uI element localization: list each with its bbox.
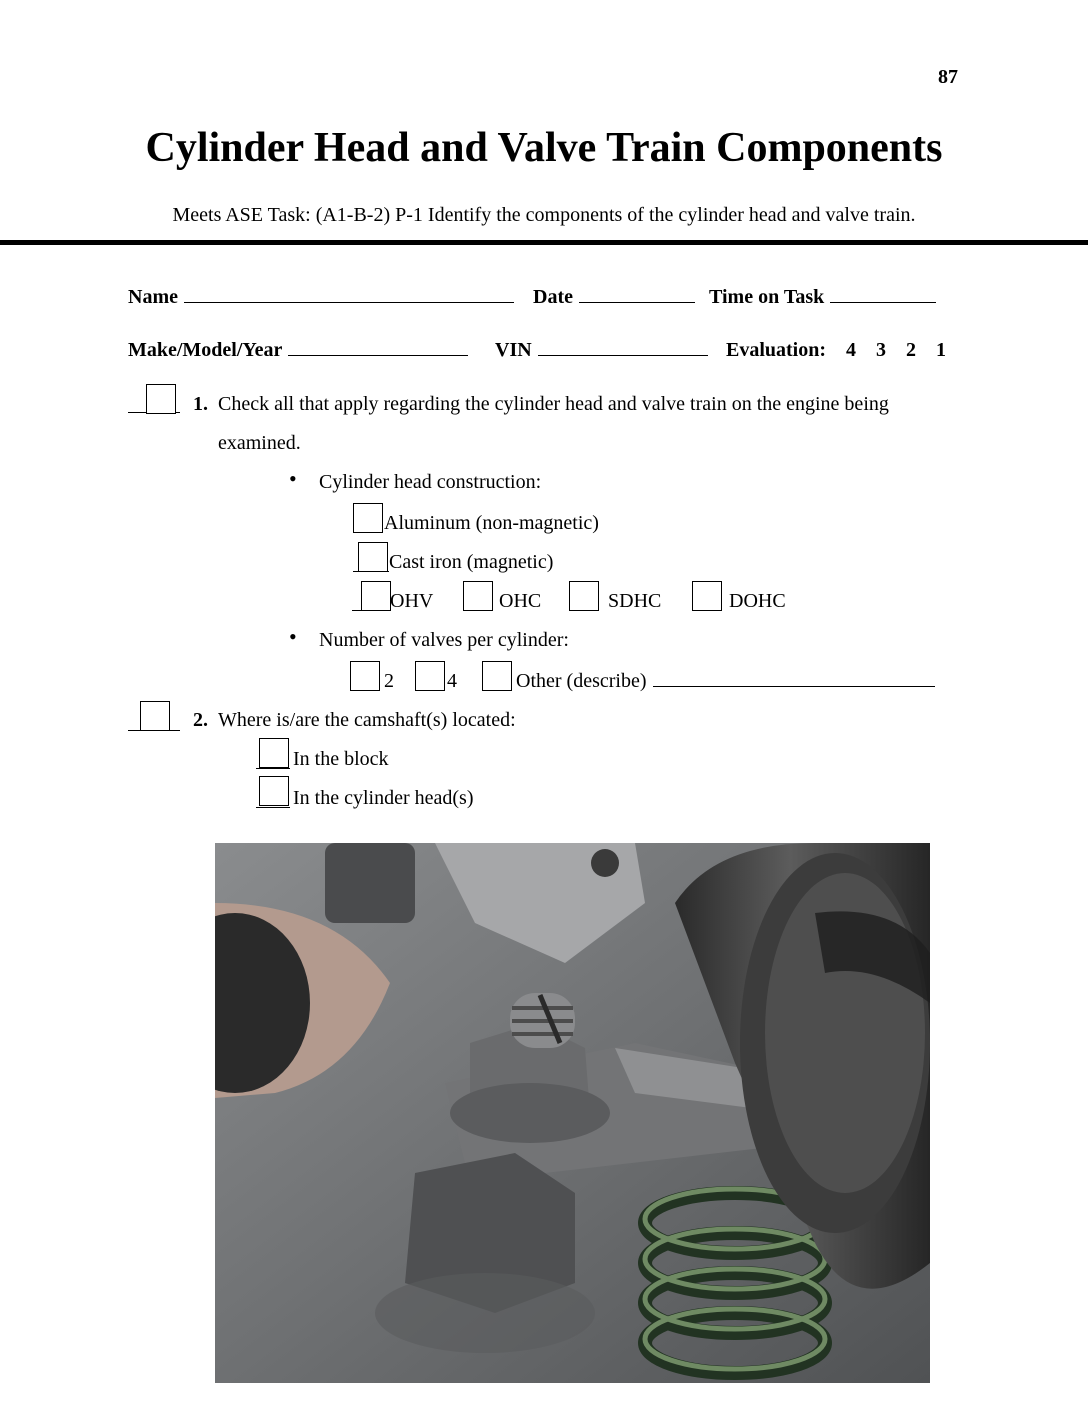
aluminum-checkbox[interactable] [353,503,383,533]
q2-checkbox[interactable] [140,701,170,731]
q2-number: 2. [193,709,208,731]
time-on-task-label: Time on Task [709,286,825,308]
evaluation-label: Evaluation: [726,339,827,361]
dohc-checkbox[interactable] [692,581,722,611]
evaluation-score-4[interactable]: 4 [846,339,857,361]
in-head-label: In the cylinder head(s) [293,787,474,809]
date-field[interactable] [533,286,695,309]
cast-iron-label: Cast iron (magnetic) [389,551,554,573]
valves-2-checkbox[interactable] [350,661,380,691]
q1-text-line2: examined. [218,432,301,454]
valves-per-cylinder-label: Number of valves per cylinder: [319,629,569,651]
header-divider [0,240,1088,245]
valves-other-checkbox[interactable] [482,661,512,691]
in-block-check-line [256,768,290,769]
in-block-label: In the block [293,748,389,770]
q1-checkbox[interactable] [146,384,176,414]
valves-4-checkbox[interactable] [415,661,445,691]
valves-2-label: 2 [384,670,394,692]
cast-iron-checkbox[interactable] [358,542,388,572]
name-label: Name [128,286,178,308]
q1-number: 1. [193,393,208,415]
make-model-year-label: Make/Model/Year [128,339,283,361]
page-number: 87 [938,66,958,88]
date-label: Date [533,286,573,308]
make-model-year-blank[interactable] [288,339,468,356]
ase-task-subtitle: Meets ASE Task: (A1-B-2) P-1 Identify the components of the cylinder head and valve train. [172,204,916,226]
valves-other-label: Other (describe) [516,670,647,692]
ohv-label: OHV [390,590,434,612]
ohc-checkbox[interactable] [463,581,493,611]
valve-train-photo [215,843,930,1383]
evaluation-score-1[interactable]: 1 [936,339,947,361]
name-blank[interactable] [184,286,514,303]
valves-other-field[interactable] [516,670,935,693]
evaluation [726,339,946,362]
q2-text: Where is/are the camshaft(s) located: [218,709,516,731]
time-on-task-blank[interactable] [830,286,936,303]
dohc-label: DOHC [729,590,786,612]
date-blank[interactable] [579,286,695,303]
in-head-check-line [256,807,290,808]
in-block-checkbox[interactable] [259,738,289,768]
make-model-year-field[interactable] [128,339,468,362]
aluminum-label: Aluminum (non-magnetic) [384,512,599,534]
time-on-task-field[interactable] [709,286,936,309]
ohv-checkbox[interactable] [361,581,391,611]
evaluation-score-2[interactable]: 2 [906,339,917,361]
bullet-head-construction: • [289,466,297,491]
vin-blank[interactable] [538,339,708,356]
sdhc-checkbox[interactable] [569,581,599,611]
valves-4-label: 4 [447,670,457,692]
evaluation-score-3[interactable]: 3 [876,339,887,361]
page-title: Cylinder Head and Valve Train Components [145,125,943,171]
q1-text-line1: Check all that apply regarding the cylinder head and valve train on the engine being [218,393,889,415]
bullet-valves-per-cylinder: • [289,624,297,649]
ohc-label: OHC [499,590,542,612]
in-head-checkbox[interactable] [259,776,289,806]
name-field[interactable] [128,286,514,309]
sdhc-label: SDHC [608,590,662,612]
valves-other-blank[interactable] [653,670,935,687]
vin-label: VIN [495,339,532,361]
vin-field[interactable] [495,339,708,362]
head-construction-label: Cylinder head construction: [319,471,542,493]
valve-train-illustration [215,843,930,1383]
